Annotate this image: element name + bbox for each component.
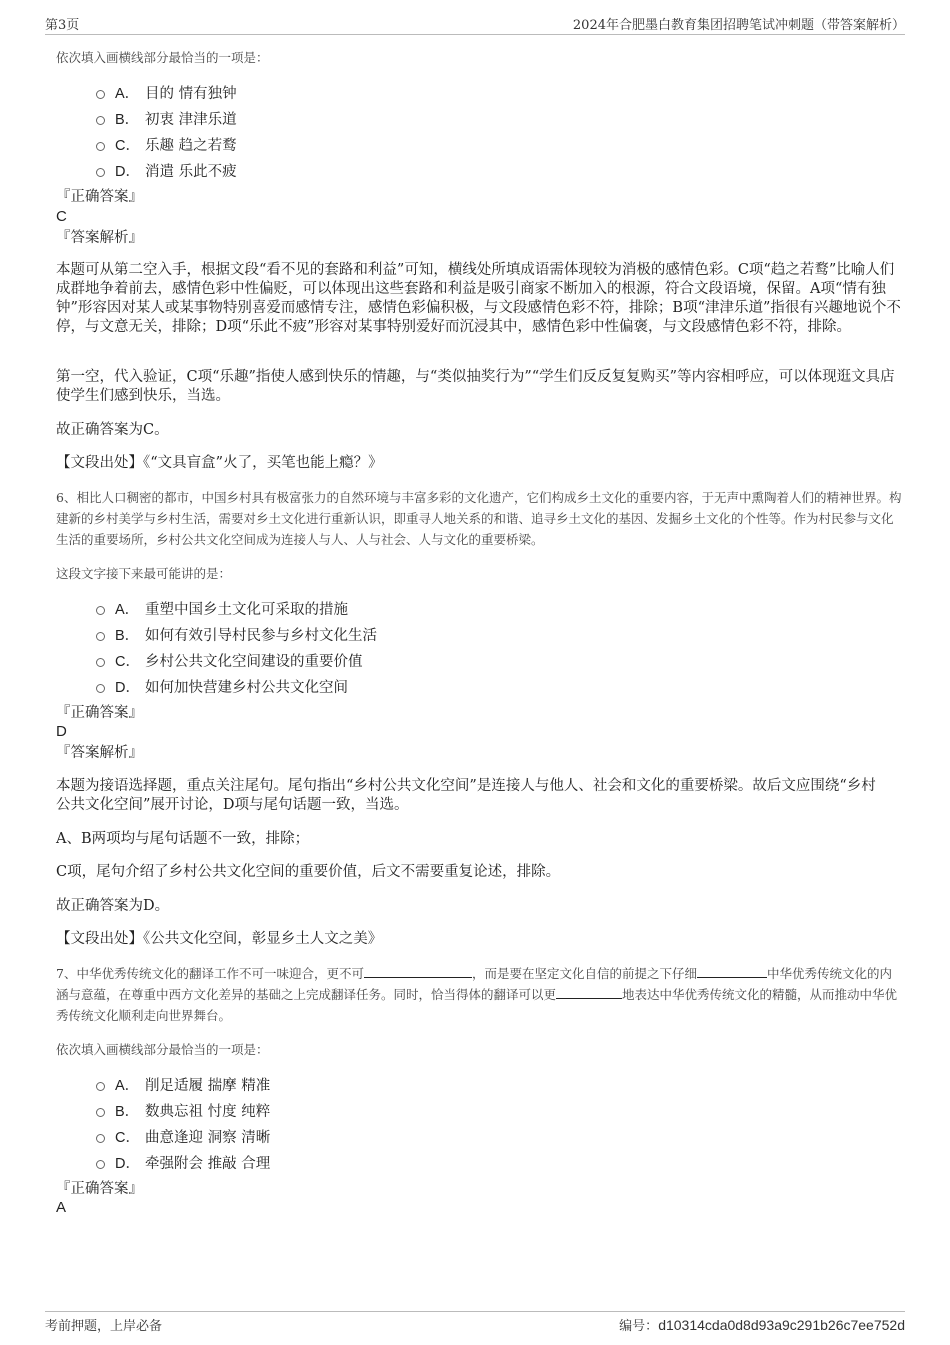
q6-answer-label: 『正确答案』 (56, 705, 143, 721)
q7-option-a[interactable]: A． 削足适履 揣摩 精准 (96, 1071, 270, 1097)
q7-option-d[interactable]: D． 牵强附会 推敲 合理 (96, 1149, 270, 1175)
q7-answer-label: 『正确答案』 (56, 1181, 143, 1197)
radio-icon[interactable] (96, 1108, 105, 1117)
radio-icon[interactable] (96, 116, 105, 125)
q5-option-c[interactable]: C． 乐趣 趋之若鹜 (96, 131, 237, 157)
radio-icon[interactable] (96, 632, 105, 641)
q5-analysis-1: 本题可从第二空入手，根据文段“看不见的套路和利益”可知，横线处所填成语需体现较为消极的感情色彩。C项“趋之若鹜”比喻人们成群地争着前去，感情色彩中性偏贬，可以体现出这些套路和利益是吸引商家不断加入的根源，符合文段语境，保留。A项“情有独钟”形容因对某人或某事物特别喜爱而感情专注，感情色彩偏积极，与文段感情色彩不符，排除；B项“津津乐道”指很有兴趣地说个不停，与文意无关，排除；D项“乐此不疲”形容对某事特别爱好而沉浸其中，感情色彩中性偏褒，与文段感情色彩不符，排除。 (56, 262, 901, 335)
radio-icon[interactable] (96, 658, 105, 667)
blank-3 (556, 985, 622, 999)
page-number: 第3页 (45, 18, 80, 33)
q7-option-b[interactable]: B． 数典忘祖 忖度 纯粹 (96, 1097, 270, 1123)
radio-icon[interactable] (96, 684, 105, 693)
q6-prompt: 这段文字接下来最可能讲的是： (56, 566, 232, 581)
q6-analysis-2: A、B两项均与尾句话题不一致，排除； (56, 831, 310, 847)
q6-stem: 6、相比人口稠密的都市，中国乡村具有极富张力的自然环境与丰富多彩的文化遗产，它们构成乡土文化的重要内容，于无声中熏陶着人们的精神世界。构建新的乡村美学与乡村生活，需要对乡土文化进行重新认识，即重寻人地关系的和谐、追寻乡土文化的基因、发掘乡土文化的个性等。作为村民参与文化生活的重要场所，乡村公共文化空间成为连接人与人、人与社会、人与文化的重要桥梁。 (56, 490, 902, 547)
q6-options (96, 595, 377, 699)
q5-option-b[interactable]: B． 初衷 津津乐道 (96, 105, 237, 131)
page-header (45, 14, 905, 35)
q7-prompt: 依次填入画横线部分最恰当的一项是： (56, 1042, 269, 1057)
q7-answer: A (56, 1199, 67, 1216)
radio-icon[interactable] (96, 1082, 105, 1091)
radio-icon[interactable] (96, 606, 105, 615)
q6-option-d[interactable]: D． 如何加快营建乡村公共文化空间 (96, 673, 377, 699)
q5-analysis-2: 第一空，代入验证，C项“乐趣”指使人感到快乐的情趣，与“类似抽奖行为”“学生们反反复复购买”等内容相呼应，可以体现逛文具店使学生们感到快乐，当选。 (56, 369, 895, 404)
q6-option-b[interactable]: B． 如何有效引导村民参与乡村文化生活 (96, 621, 377, 647)
q6-option-a[interactable]: A． 重塑中国乡土文化可采取的措施 (96, 595, 377, 621)
q6-analysis-3: C项，尾句介绍了乡村公共文化空间的重要价值，后文不需要重复论述，排除。 (56, 864, 561, 880)
radio-icon[interactable] (96, 168, 105, 177)
q5-options (96, 79, 237, 183)
radio-icon[interactable] (96, 90, 105, 99)
footer-slogan: 考前押题，上岸必备 (45, 1319, 163, 1334)
q5-analysis-label: 『答案解析』 (56, 230, 143, 246)
document-title: 2024年合肥墨白教育集团招聘笔试冲刺题（带答案解析） (572, 18, 905, 33)
page-footer (45, 1311, 905, 1336)
blank-2 (697, 964, 767, 978)
q5-answer: C (56, 208, 67, 225)
q7-options (96, 1071, 270, 1175)
q6-source: 【文段出处】《公共文化空间，彰显乡土人文之美》 (56, 931, 383, 947)
q6-analysis-4: 故正确答案为D。 (56, 898, 170, 914)
q6-analysis-label: 『答案解析』 (56, 745, 143, 761)
q6-option-c[interactable]: C． 乡村公共文化空间建设的重要价值 (96, 647, 377, 673)
q6-analysis-1: 本题为接语选择题，重点关注尾句。尾句指出“乡村公共文化空间”是连接人与他人、社会和文化的重要桥梁。故后文应围绕“乡村公共文化空间”展开讨论，D项与尾句话题一致，当选。 (56, 778, 876, 813)
q5-option-d[interactable]: D． 消遣 乐此不疲 (96, 157, 237, 183)
q6-answer: D (56, 723, 67, 740)
radio-icon[interactable] (96, 1160, 105, 1169)
radio-icon[interactable] (96, 1134, 105, 1143)
blank-1 (364, 964, 472, 978)
q7-stem: 7、中华优秀传统文化的翻译工作不可一味迎合，更不可 ，而是要在坚定文化自信的前提之下仔细 中华优秀传统文化的内涵与意蕴，在尊重中西方文化差异的基础之上完成翻译任务。同时，恰当得体的翻译可以更 地表达中华优秀传统文化的精髓，从而推动中华优秀传统文化顺利走向世界舞台。 (56, 966, 898, 1023)
radio-icon[interactable] (96, 142, 105, 151)
q5-option-a[interactable]: A． 目的 情有独钟 (96, 79, 237, 105)
document-code: 编号：d10314cda0d8d93a9c291b26c7ee752d (619, 1317, 905, 1334)
q7-option-c[interactable]: C． 曲意逢迎 洞察 清晰 (96, 1123, 270, 1149)
q5-source: 【文段出处】《“文具盲盒”火了，买笔也能上瘾？》 (56, 455, 383, 471)
q5-prompt: 依次填入画横线部分最恰当的一项是： (56, 50, 269, 65)
q5-analysis-3: 故正确答案为C。 (56, 422, 169, 438)
q5-answer-label: 『正确答案』 (56, 189, 143, 205)
